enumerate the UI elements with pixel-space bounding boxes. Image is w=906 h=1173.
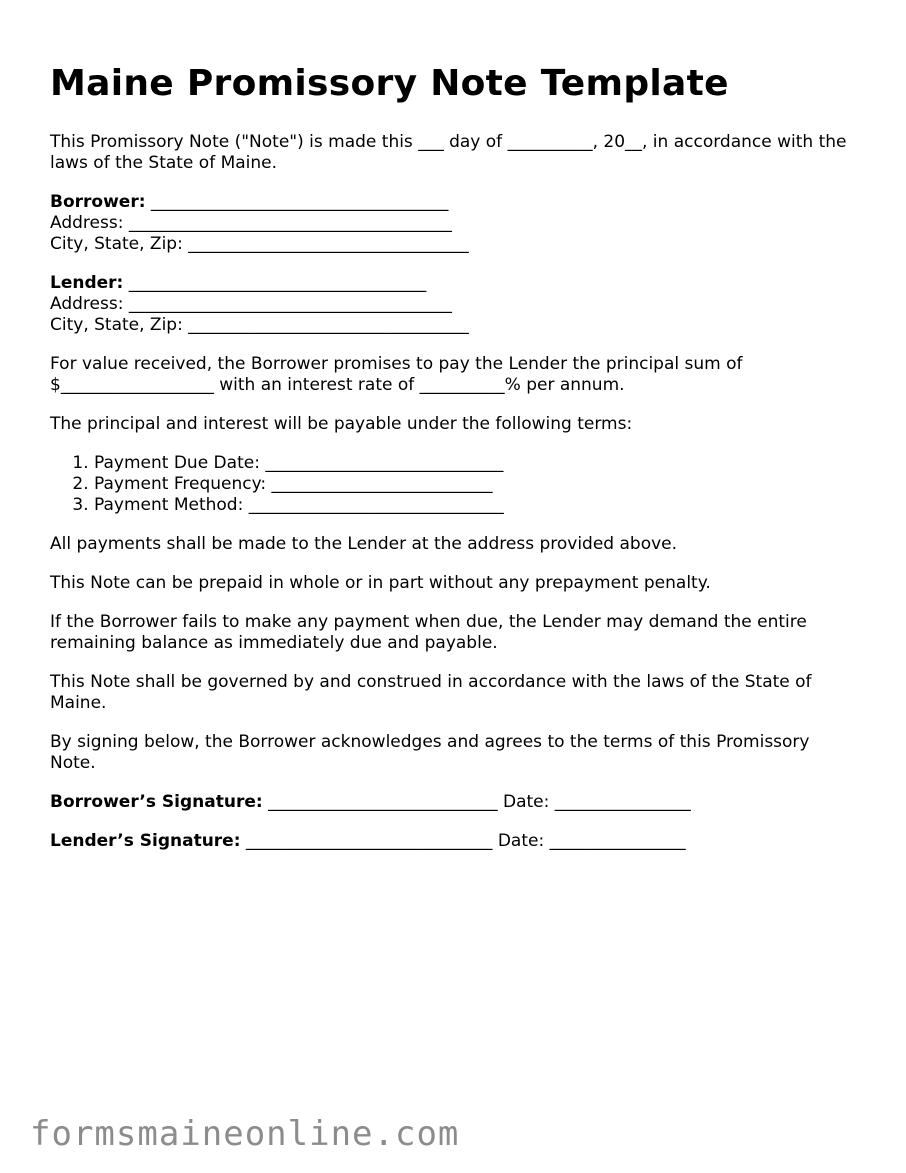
lender-signature-label: Lender’s Signature: <box>50 831 241 851</box>
acknowledge-paragraph: By signing below, the Borrower acknowledges and agrees to the terms of this Promissory Note. <box>50 732 810 773</box>
term-item: 3. Payment Method: ______________________________ <box>94 495 860 516</box>
lender-name-line <box>50 273 860 294</box>
lender-label: Lender: <box>50 273 124 293</box>
borrower-address-line: Address: ______________________________________ <box>50 213 452 233</box>
prepay-paragraph: This Note can be prepaid in whole or in part without any prepayment penalty. <box>50 573 711 593</box>
governing-paragraph: This Note shall be governed by and construed in accordance with the laws of the State of Maine. <box>50 672 812 713</box>
payments-paragraph: All payments shall be made to the Lender at the address provided above. <box>50 534 678 554</box>
borrower-city-line: City, State, Zip: _________________________________ <box>50 234 469 254</box>
default-paragraph: If the Borrower fails to make any payment when due, the Lender may demand the entire remaining balance as immediately due and payable. <box>50 612 807 653</box>
term-item: 2. Payment Frequency: __________________________ <box>94 474 860 495</box>
borrower-label: Borrower: <box>50 192 146 212</box>
intro-paragraph: This Promissory Note ("Note") is made this ___ day of __________, 20__, in accordance with the laws of the State of Maine. <box>50 132 847 173</box>
lender-block <box>50 273 860 336</box>
borrower-name-blank: ___________________________________ <box>145 192 449 212</box>
term-item: 1. Payment Due Date: ____________________________ <box>94 453 860 474</box>
principal-paragraph: For value received, the Borrower promises to pay the Lender the principal sum of $__________________ with an interest rate of __________% per annum. <box>50 354 743 395</box>
watermark: formsmaineonline.com <box>30 1114 460 1154</box>
borrower-signature-line <box>50 792 860 813</box>
lender-signature-blanks: _____________________________ Date: ________________ <box>240 831 686 851</box>
borrower-block <box>50 192 860 255</box>
lender-signature-line <box>50 831 860 852</box>
borrower-signature-label: Borrower’s Signature: <box>50 792 263 812</box>
document <box>50 62 860 870</box>
lender-city-line: City, State, Zip: _________________________________ <box>50 315 469 335</box>
lender-address-line: Address: ______________________________________ <box>50 294 452 314</box>
terms-intro: The principal and interest will be payable under the following terms: <box>50 414 633 434</box>
borrower-name-line <box>50 192 860 213</box>
terms-list <box>50 453 860 516</box>
borrower-signature-blanks: ___________________________ Date: ________________ <box>262 792 691 812</box>
lender-name-blank: ___________________________________ <box>123 273 427 293</box>
page-title: Maine Promissory Note Template <box>50 63 729 104</box>
